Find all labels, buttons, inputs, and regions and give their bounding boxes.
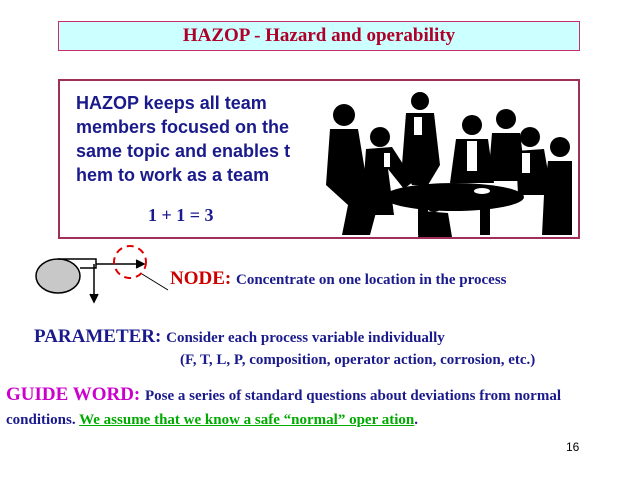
page-title: HAZOP - Hazard and operability xyxy=(182,25,456,46)
page-number: 16 xyxy=(566,440,580,454)
parameter-examples: (F, T, L, P, composition, operator action, corrosion, etc.) xyxy=(180,352,536,368)
node-pointer-line xyxy=(142,274,168,290)
parameter-description: Consider each process variable individually xyxy=(166,330,445,346)
safe-normal-assumption-link[interactable]: We assume that we know a safe “normal” oper ation xyxy=(79,412,415,428)
hazop-line: hem to work as a team xyxy=(76,165,270,185)
parameter-separator: : xyxy=(155,326,167,347)
hazop-line: members focused on the xyxy=(76,117,290,137)
node-term: NODE xyxy=(170,268,225,289)
guide-word-end: . xyxy=(414,412,418,428)
guide-word-term: GUIDE WORD xyxy=(6,384,134,405)
hazop-line: HAZOP keeps all team xyxy=(76,93,267,113)
guide-word-definition xyxy=(6,383,586,432)
team-meeting-illustration xyxy=(322,85,572,237)
node-description: Concentrate on one location in the process xyxy=(235,272,507,288)
hazop-description xyxy=(76,91,306,187)
hazop-intro-box xyxy=(58,79,580,239)
node-separator: : xyxy=(224,268,236,289)
parameter-definition xyxy=(34,326,445,348)
pipe-lines xyxy=(90,260,144,302)
title-banner xyxy=(58,21,580,51)
hazop-line: same topic and enables t xyxy=(76,141,291,161)
parameter-term: PARAMETER xyxy=(34,326,156,347)
guide-word-separator: : xyxy=(133,384,145,405)
node-definition xyxy=(170,268,507,290)
pump-node-diagram xyxy=(30,238,170,308)
team-equation: 1 + 1 = 3 xyxy=(148,205,214,225)
pump-icon xyxy=(36,259,96,293)
guide-word-description: Pose a series of standard questions about deviations from normal conditions. xyxy=(6,388,561,428)
